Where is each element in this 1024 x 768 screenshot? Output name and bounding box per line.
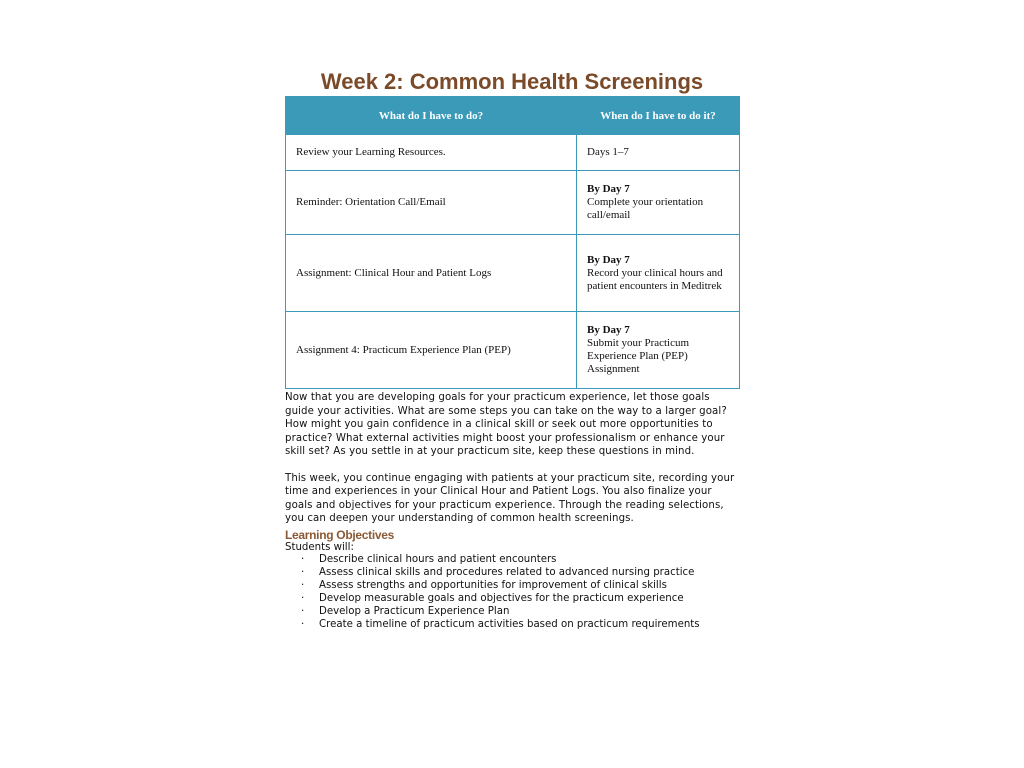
due-cell (577, 235, 740, 312)
list-item: · Develop measurable goals and objectives for the practicum experience (301, 592, 684, 604)
body-text (285, 391, 739, 526)
list-item: · Assess clinical skills and procedures related to advanced nursing practice (301, 566, 695, 578)
due-cell (577, 312, 740, 389)
intro-paragraph: Now that you are developing goals for your practicum experience, let those goals guide your activities. What are some steps you can take on the way to a larger goal? How might you gain confidence in a clinical skill or seek out more opportunities to practice? What external activities might boost your professionalism or enhance your skill set? As you settle in at your practicum site, keep these questions in mind. (285, 392, 727, 457)
bullet-icon: · (301, 579, 305, 591)
week-overview-paragraph: This week, you continue engaging with patients at your practicum site, recording your time and experiences in your Clinical Hour and Patient Logs. You also finalize your goals and objectives for your practicum experience. Through the reading selections, you can deepen your understanding of common health screenings. (285, 472, 735, 524)
due-day: By Day 7 (587, 183, 630, 195)
due-text: Submit your Practicum Experience Plan (PEP) Assignment (587, 337, 690, 375)
table-row (286, 235, 740, 312)
due-cell (577, 135, 740, 171)
table-row (286, 135, 740, 171)
page-title: Week 2: Common Health Screenings (320, 69, 704, 94)
bullet-icon: · (301, 592, 305, 604)
bullet-icon: · (301, 553, 305, 565)
bullet-icon: · (301, 566, 305, 578)
header-when: When do I have to do it? (577, 97, 740, 135)
objectives-intro: Students will: (285, 541, 354, 553)
table-row (286, 171, 740, 235)
due-day: By Day 7 (587, 253, 630, 266)
due-text: Complete your orientation call/email (587, 196, 704, 221)
due-cell (577, 171, 740, 235)
learning-objectives-heading: Learning Objectives (285, 527, 395, 542)
table-header-row (286, 97, 740, 135)
table-row (286, 312, 740, 389)
header-what: What do I have to do? (286, 97, 577, 135)
task-cell: Assignment: Clinical Hour and Patient Logs (286, 235, 577, 312)
document-page (285, 68, 739, 632)
due-text: Record your clinical hours and patient encounters in Meditrek (587, 266, 723, 292)
bullet-icon: · (301, 618, 305, 630)
task-cell: Reminder: Orientation Call/Email (286, 171, 577, 235)
list-item: · Create a timeline of practicum activities based on practicum requirements (301, 618, 700, 630)
bullet-icon: · (301, 605, 305, 617)
list-item: · Describe clinical hours and patient encounters (301, 553, 557, 565)
objectives-list (285, 554, 739, 631)
due-day: By Day 7 (587, 324, 630, 336)
task-cell: Review your Learning Resources. (286, 135, 577, 171)
schedule-table (285, 96, 740, 389)
list-item: · Assess strengths and opportunities for improvement of clinical skills (301, 579, 667, 591)
list-item: · Develop a Practicum Experience Plan (301, 605, 510, 617)
due-text: Days 1–7 (587, 146, 629, 158)
task-cell: Assignment 4: Practicum Experience Plan (PEP) (286, 312, 577, 389)
